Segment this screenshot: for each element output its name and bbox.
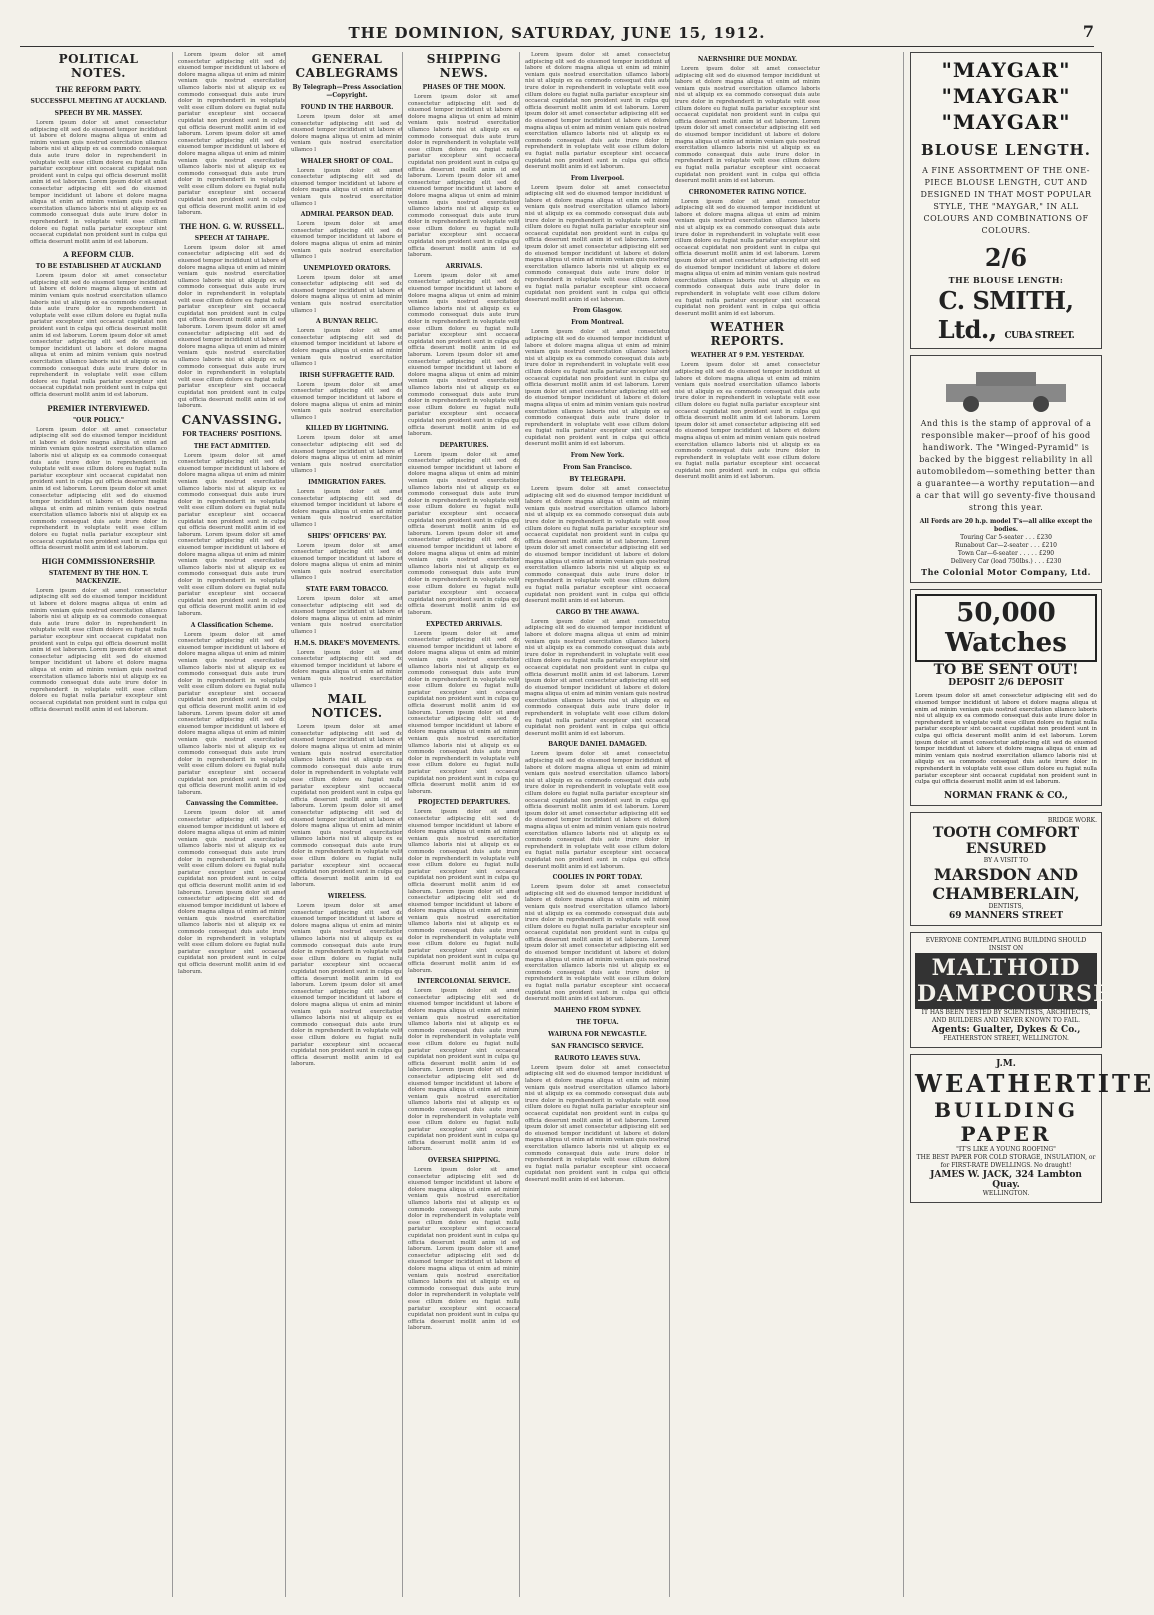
cablegram-headline: FOUND IN THE HARBOUR. xyxy=(300,104,394,111)
paragraph: Lorem ipsum dolor sit amet consectetur adipiscing elit sed do eiusmod tempor incididunt ut labore et dolore magna aliqua ut enim ad minim veniam quis nostrud exercitation ullamco l xyxy=(291,649,403,689)
ad-maygar-title: "MAYGAR" xyxy=(941,84,1071,108)
ad-malthoid-head: EVERYONE CONTEMPLATING BUILDING SHOULD INSIST ON xyxy=(925,937,1087,953)
section-title: MAIL NOTICES. xyxy=(311,692,383,721)
subheadline: From Glasgow. xyxy=(572,307,623,315)
article-text xyxy=(525,486,670,605)
paragraph: Lorem ipsum dolor sit amet consectetur adipiscing elit sed do eiusmod tempor incididunt ut labore et dolore magna aliqua ut enim ad minim veniam quis nostrud exercitation ullamco laboris nisi ut aliquip ex ea commodo consequat duis aute irure dolor in reprehenderit in voluptate velit esse cillum dolore eu fugiat nulla pariatur excepteur sint occaecat cupidatat non proident sunt in culpa qui officia deserunt mollit anim id est laborum. Lorem ipsum dolor sit amet consectetur adipiscing elit sed do eiusmod tempor incididunt ut labore et dolore magna aliqua ut enim ad minim veniam quis nostrud exercitation ullamco laboris nisi ut aliquip ex ea commodo consequat duis aute irure dolor in reprehenderit in voluptate velit esse cillum dolore eu fugiat nulla pariatur excepteur sint occaecat cupidatat non proident sunt in culpa qui officia deserunt mollit anim id est laborum. xyxy=(408,272,520,438)
ad-maygar-title: "MAYGAR" xyxy=(941,110,1071,134)
subheadline: SPEECH AT TAIHAPE. xyxy=(194,234,270,242)
section-title: POLITICAL NOTES. xyxy=(58,52,139,80)
paragraph: Lorem ipsum dolor sit amet consectetur adipiscing elit sed do eiusmod tempor incididunt ut labore et dolore magna aliqua ut enim ad minim veniam quis nostrud exercitation ullamco laboris nisi ut aliquip ex ea commodo consequat duis aute irure dolor in reprehenderit in voluptate velit esse cillum dolore eu fugiat nulla pariatur excepteur sint occaecat cupidatat non proident sunt in culpa qui officia deserunt mollit anim id est laborum. Lorem ipsum dolor sit amet consectetur adipiscing elit sed do eiusmod tempor incididunt ut labore et dolore magna aliqua ut enim ad minim veniam quis nostrud exercitation ullamco laboris nisi ut aliquip ex ea commodo consequat duis aute irure dolor in reprehenderit in voluptate velit esse cillum dolore eu fugiat nulla pariatur excepteur sint occaecat cupidatat non proident sunt in culpa qui officia deserunt mollit anim id est laborum. xyxy=(675,198,820,317)
article-text xyxy=(178,52,286,217)
ad-weathertite-brand: WEATHERTITE xyxy=(915,1069,1154,1099)
ad-maygar-title: "MAYGAR" xyxy=(941,58,1071,82)
subheadline: MAHENO FROM SYDNEY. xyxy=(553,1006,642,1014)
subheadline: STATEMENT BY THE HON. T. MACKENZIE. xyxy=(48,569,149,585)
ad-weathertite-building: BUILDING PAPER xyxy=(934,1098,1078,1147)
cablegram-headline: ADMIRAL PEARSON DEAD. xyxy=(300,211,394,219)
subheadline: THE FACT ADMITTED. xyxy=(193,442,271,450)
paragraph: Lorem ipsum dolor sit amet consectetur adipiscing elit sed do eiusmod tempor incididunt ut labore et dolore magna aliqua ut enim ad minim veniam quis nostrud exercitation ullamco laboris nisi ut aliquip ex ea commodo consequat duis aute irure dolor in reprehenderit in voluptate velit esse cillum dolore eu fugiat nulla pariatur excepteur sint occaecat cupidatat non proident sunt in culpa qui officia deserunt mollit anim id est laborum. Lorem ipsum dolor sit amet consectetur adipiscing elit sed do eiusmod tempor incididunt ut labore et dolore magna aliqua ut enim ad minim veniam quis nostrud exercitation ullamco laboris nisi ut aliquip ex ea commodo consequat duis aute irure dolor in reprehenderit in voluptate velit esse cillum dolore eu fugiat nulla pariatur excepteur sint occaecat cupidatat non proident sunt in culpa qui officia deserunt mollit anim id est laborum. xyxy=(30,273,167,398)
ad-malthoid-tested: IT HAS BEEN TESTED BY SCIENTISTS, ARCHITECTS, AND BUILDERS AND NEVER KNOWN TO FAIL. xyxy=(921,1009,1091,1025)
subheadline: From New York. xyxy=(570,452,625,460)
ford-price-line: Delivery Car (load 750lbs.) . . . £230 xyxy=(950,558,1062,565)
subheadline: ARRIVALS. xyxy=(445,262,483,270)
subheadline: WAIRUNA FOR NEWCASTLE. xyxy=(548,1030,647,1038)
column-political-notes xyxy=(30,52,167,1597)
paragraph: Lorem ipsum dolor sit amet consectetur adipiscing elit sed do eiusmod tempor incididunt ut labore et dolore magna aliqua ut enim ad minim veniam quis nostrud exercitation ullamco l xyxy=(291,542,403,582)
article-text xyxy=(291,724,403,889)
paragraph: Lorem ipsum dolor sit amet consectetur adipiscing elit sed do eiusmod tempor incididunt ut labore et dolore magna aliqua ut enim ad minim veniam quis nostrud exercitation ullamco laboris nisi ut aliquip ex ea commodo consequat duis aute irure dolor in reprehenderit in voluptate velit esse cillum dolore eu fugiat nulla pariatur excepteur sint occaecat cupidatat non proident sunt in culpa qui officia deserunt mollit anim id est laborum. Lorem ipsum dolor sit amet consectetur adipiscing elit sed do eiusmod tempor incididunt ut labore et dolore magna aliqua ut enim ad minim veniam quis nostrud exercitation ullamco laboris nisi ut aliquip ex ea commodo consequat duis aute irure dolor in reprehenderit in voluptate velit esse cillum dolore eu fugiat nulla pariatur excepteur sint occaecat cupidatat non proident sunt in culpa qui officia deserunt mollit anim id est laborum. xyxy=(915,693,1097,786)
subheadline: Canvassing the Committee. xyxy=(185,800,279,808)
article-text xyxy=(408,1167,520,1332)
ford-price-line: Touring Car 5-seater . . . £230 xyxy=(960,534,1052,541)
ad-malthoid-agents: Agents: Gualter, Dykes & Co., xyxy=(931,1025,1081,1036)
subheadline: BARQUE DANIEL DAMAGED. xyxy=(548,741,647,749)
subheadline: RAUROTO LEAVES SUVA. xyxy=(554,1054,641,1062)
ad-weathertite-best: THE BEST PAPER FOR COLD STORAGE, INSULATION, or for FIRST-RATE DWELLINGS. No draught! xyxy=(916,1154,1096,1170)
paragraph: Lorem ipsum dolor sit amet consectetur adipiscing elit sed do eiusmod tempor incididunt ut labore et dolore magna aliqua ut enim ad minim veniam quis nostrud exercitation ullamco laboris nisi ut aliquip ex ea commodo consequat duis aute irure dolor in reprehenderit in voluptate velit esse cillum dolore eu fugiat nulla pariatur excepteur sint occaecat cupidatat non proident sunt in culpa qui officia deserunt mollit anim id est laborum. Lorem ipsum dolor sit amet consectetur adipiscing elit sed do eiusmod tempor incididunt ut labore et dolore magna aliqua ut enim ad minim veniam quis nostrud exercitation ullamco laboris nisi ut aliquip ex ea commodo consequat duis aute irure dolor in reprehenderit in voluptate velit esse cillum dolore eu fugiat nulla pariatur excepteur sint occaecat cupidatat non proident sunt in culpa qui officia deserunt mollit anim id est laborum. xyxy=(291,724,403,889)
ad-ford xyxy=(910,355,1102,583)
ad-dentist-tooth: TOOTH COMFORT ENSURED xyxy=(932,825,1080,858)
paragraph: Lorem ipsum dolor sit amet consectetur adipiscing elit sed do eiusmod tempor incididunt ut labore et dolore magna aliqua ut enim ad minim veniam quis nostrud exercitation ullamco laboris nisi ut aliquip ex ea commodo consequat duis aute irure dolor in reprehenderit in voluptate velit esse cillum dolore eu fugiat nulla pariatur excepteur sint occaecat cupidatat non proident sunt in culpa qui officia deserunt mollit anim id est laborum. Lorem ipsum dolor sit amet consectetur adipiscing elit sed do eiusmod tempor incididunt ut labore et dolore magna aliqua ut enim ad minim veniam quis nostrud exercitation ullamco laboris nisi ut aliquip ex ea commodo consequat duis aute irure dolor in reprehenderit in voluptate velit esse cillum dolore eu fugiat nulla pariatur excepteur sint occaecat cupidatat non proident sunt in culpa qui officia deserunt mollit anim id est laborum. xyxy=(178,810,286,975)
cablegram-list xyxy=(291,104,403,689)
subheadline: From San Francisco. xyxy=(563,464,632,472)
ad-weathertite xyxy=(910,1054,1154,1203)
ad-weathertite-roofing: "IT'S LIKE A YOUNG ROOFING" xyxy=(956,1146,1056,1154)
ford-price-line: Runabout Car—2-seater . . . £210 xyxy=(955,542,1057,549)
subheadline: CHRONOMETER RATING NOTICE. xyxy=(688,188,807,196)
article-text xyxy=(408,273,520,438)
article-text xyxy=(525,185,670,304)
paragraph: Lorem ipsum dolor sit amet consectetur adipiscing elit sed do eiusmod tempor incididunt ut labore et dolore magna aliqua ut enim ad minim veniam quis nostrud exercitation ullamco l xyxy=(291,435,403,475)
ad-malthoid-address: FEATHERSTON STREET, WELLINGTON. xyxy=(943,1035,1069,1043)
paragraph: Lorem ipsum dolor sit amet consectetur adipiscing elit sed do eiusmod tempor incididunt ut labore et dolore magna aliqua ut enim ad minim veniam quis nostrud exercitation ullamco laboris nisi ut aliquip ex ea commodo consequat duis aute irure dolor in reprehenderit in voluptate velit esse cillum dolore eu fugiat nulla pariatur excepteur sint occaecat cupidatat non proident sunt in culpa qui officia deserunt mollit anim id est laborum. Lorem ipsum dolor sit amet consectetur adipiscing elit sed do eiusmod tempor incididunt ut labore et dolore magna aliqua ut enim ad minim veniam quis nostrud exercitation ullamco laboris nisi ut aliquip ex ea commodo consequat duis aute irure dolor in reprehenderit in voluptate velit esse cillum dolore eu fugiat nulla pariatur excepteur sint occaecat cupidatat non proident sunt in culpa qui officia deserunt mollit anim id est laborum. xyxy=(30,120,167,245)
article-text xyxy=(525,884,670,1003)
subheadline: PHASES OF THE MOON. xyxy=(422,84,506,91)
paragraph: Lorem ipsum dolor sit amet consectetur adipiscing elit sed do eiusmod tempor incididunt ut labore et dolore magna aliqua ut enim ad minim veniam quis nostrud exercitation ullamco laboris nisi ut aliquip ex ea commodo consequat duis aute irure dolor in reprehenderit in voluptate velit esse cillum dolore eu fugiat nulla pariatur excepteur sint occaecat cupidatat non proident sunt in culpa qui officia deserunt mollit anim id est laborum. Lorem ipsum dolor sit amet consectetur adipiscing elit sed do eiusmod tempor incididunt ut labore et dolore magna aliqua ut enim ad minim veniam quis nostrud exercitation ullamco laboris nisi ut aliquip ex ea commodo consequat duis aute irure dolor in reprehenderit in voluptate velit esse cillum dolore eu fugiat nulla pariatur excepteur sint occaecat cupidatat non proident sunt in culpa qui officia deserunt mollit anim id est laborum. xyxy=(675,362,820,481)
ad-dentist xyxy=(910,812,1102,926)
subheadline: SPEECH BY MR. MASSEY. xyxy=(54,110,143,117)
paragraph: Lorem ipsum dolor sit amet consectetur adipiscing elit sed do eiusmod tempor incididunt ut labore et dolore magna aliqua ut enim ad minim veniam quis nostrud exercitation ullamco l xyxy=(291,274,403,314)
ad-ford-price-list xyxy=(915,534,1097,566)
paragraph: Lorem ipsum dolor sit amet consectetur adipiscing elit sed do eiusmod tempor incididunt ut labore et dolore magna aliqua ut enim ad minim veniam quis nostrud exercitation ullamco laboris nisi ut aliquip ex ea commodo consequat duis aute irure dolor in reprehenderit in voluptate velit esse cillum dolore eu fugiat nulla pariatur excepteur sint occaecat cupidatat non proident sunt in culpa qui officia deserunt mollit anim id est laborum. Lorem ipsum dolor sit amet consectetur adipiscing elit sed do eiusmod tempor incididunt ut labore et dolore magna aliqua ut enim ad minim veniam quis nostrud exercitation ullamco laboris nisi ut aliquip ex ea commodo consequat duis aute irure dolor in reprehenderit in voluptate velit esse cillum dolore eu fugiat nulla pariatur excepteur sint occaecat cupidatat non proident sunt in culpa qui officia deserunt mollit anim id est laborum. xyxy=(525,884,670,1003)
cablegram-headline: WHALER SHORT OF COAL. xyxy=(300,157,394,165)
advertisement-column xyxy=(903,52,1154,1597)
subheadline: SAN FRANCISCO SERVICE. xyxy=(551,1042,644,1050)
article-text xyxy=(675,66,820,185)
cablegram-headline: STATE FARM TOBACCO. xyxy=(305,586,389,594)
subheadline: CARGO BY THE AWAWA. xyxy=(555,608,640,616)
paragraph: Lorem ipsum dolor sit amet consectetur adipiscing elit sed do eiusmod tempor incididunt ut labore et dolore magna aliqua ut enim ad minim veniam quis nostrud exercitation ullamco laboris nisi ut aliquip ex ea commodo consequat duis aute irure dolor in reprehenderit in voluptate velit esse cillum dolore eu fugiat nulla pariatur excepteur sint occaecat cupidatat non proident sunt in culpa qui officia deserunt mollit anim id est laborum. Lorem ipsum dolor sit amet consectetur adipiscing elit sed do eiusmod tempor incididunt ut labore et dolore magna aliqua ut enim ad minim veniam quis nostrud exercitation ullamco laboris nisi ut aliquip ex ea commodo consequat duis aute irure dolor in reprehenderit in voluptate velit esse cillum dolore eu fugiat nulla pariatur excepteur sint occaecat cupidatat non proident sunt in culpa qui officia deserunt mollit anim id est laborum. xyxy=(178,244,286,410)
ad-smith-name xyxy=(915,286,1097,344)
cablegram-headline: H.M.S. DRAKE'S MOVEMENTS. xyxy=(293,639,401,647)
article-text xyxy=(30,273,167,398)
ad-smith-street: CUBA STREET. xyxy=(1004,331,1075,341)
ad-dentist-address: 69 MANNERS STREET xyxy=(948,911,1064,922)
subheadline: TO BE ESTABLISHED AT AUCKLAND xyxy=(35,263,162,271)
article-text xyxy=(525,619,670,738)
byline: By Telegraph—Press Association—Copyright. xyxy=(292,84,402,99)
paragraph: Lorem ipsum dolor sit amet consectetur adipiscing elit sed do eiusmod tempor incididunt ut labore et dolore magna aliqua ut enim ad minim veniam quis nostrud exercitation ullamco laboris nisi ut aliquip ex ea commodo consequat duis aute irure dolor in reprehenderit in voluptate velit esse cillum dolore eu fugiat nulla pariatur excepteur sint occaecat cupidatat non proident sunt in culpa qui officia deserunt mollit anim id est laborum. Lorem ipsum dolor sit amet consectetur adipiscing elit sed do eiusmod tempor incididunt ut labore et dolore magna aliqua ut enim ad minim veniam quis nostrud exercitation ullamco laboris nisi ut aliquip ex ea commodo consequat duis aute irure dolor in reprehenderit in voluptate velit esse cillum dolore eu fugiat nulla pariatur excepteur sint occaecat cupidatat non proident sunt in culpa qui officia deserunt mollit anim id est laborum. xyxy=(525,1064,670,1183)
ad-malthoid-brand: MALTHOID DAMPCOURSE xyxy=(917,955,1111,1008)
subheadline: SUCCESSFUL MEETING AT AUCKLAND. xyxy=(30,98,167,105)
masthead-title: THE DOMINION, SATURDAY, JUNE 15, 1912. xyxy=(348,24,766,42)
ad-blouse-caption: THE BLOUSE LENGTH: xyxy=(948,275,1064,285)
subheadline: "OUR POLICY." xyxy=(73,416,124,424)
paragraph: Lorem ipsum dolor sit amet consectetur adipiscing elit sed do eiusmod tempor incididunt ut labore et dolore magna aliqua ut enim ad minim veniam quis nostrud exercitation ullamco laboris nisi ut aliquip ex ea commodo consequat duis aute irure dolor in reprehenderit in voluptate velit esse cillum dolore eu fugiat nulla pariatur excepteur sint occaecat cupidatat non proident sunt in culpa qui officia deserunt mollit anim id est laborum. Lorem ipsum dolor sit amet consectetur adipiscing elit sed do eiusmod tempor incididunt ut labore et dolore magna aliqua ut enim ad minim veniam quis nostrud exercitation ullamco laboris nisi ut aliquip ex ea commodo consequat duis aute irure dolor in reprehenderit in voluptate velit esse cillum dolore eu fugiat nulla pariatur excepteur sint occaecat cupidatat non proident sunt in culpa qui officia deserunt mollit anim id est laborum. xyxy=(408,630,520,795)
article-text xyxy=(408,988,520,1153)
headline: A REFORM CLUB. xyxy=(63,250,134,260)
paragraph: Lorem ipsum dolor sit amet consectetur adipiscing elit sed do eiusmod tempor incididunt ut labore et dolore magna aliqua ut enim ad minim veniam quis nostrud exercitation ullamco laboris nisi ut aliquip ex ea commodo consequat duis aute irure dolor in reprehenderit in voluptate velit esse cillum dolore eu fugiat nulla pariatur excepteur sint occaecat cupidatat non proident sunt in culpa qui officia deserunt mollit anim id est laborum. Lorem ipsum dolor sit amet consectetur adipiscing elit sed do eiusmod tempor incididunt ut labore et dolore magna aliqua ut enim ad minim veniam quis nostrud exercitation ullamco laboris nisi ut aliquip ex ea commodo consequat duis aute irure dolor in reprehenderit in voluptate velit esse cillum dolore eu fugiat nulla pariatur excepteur sint occaecat cupidatat non proident sunt in culpa qui officia deserunt mollit anim id est laborum. xyxy=(408,809,520,974)
paragraph: Lorem ipsum dolor sit amet consectetur adipiscing elit sed do eiusmod tempor incididunt ut labore et dolore magna aliqua ut enim ad minim veniam quis nostrud exercitation ullamco laboris nisi ut aliquip ex ea commodo consequat duis aute irure dolor in reprehenderit in voluptate velit esse cillum dolore eu fugiat nulla pariatur excepteur sint occaecat cupidatat non proident sunt in culpa qui officia deserunt mollit anim id est laborum. Lorem ipsum dolor sit amet consectetur adipiscing elit sed do eiusmod tempor incididunt ut labore et dolore magna aliqua ut enim ad minim veniam quis nostrud exercitation ullamco laboris nisi ut aliquip ex ea commodo consequat duis aute irure dolor in reprehenderit in voluptate velit esse cillum dolore eu fugiat nulla pariatur excepteur sint occaecat cupidatat non proident sunt in culpa qui officia deserunt mollit anim id est laborum. xyxy=(525,618,670,737)
ad-weathertite-city: WELLINGTON. xyxy=(982,1190,1030,1198)
article-text xyxy=(525,329,670,448)
column-weather xyxy=(669,52,820,1597)
paragraph: Lorem ipsum dolor sit amet consectetur adipiscing elit sed do eiusmod tempor incididunt ut labore et dolore magna aliqua ut enim ad minim veniam quis nostrud exercitation ullamco laboris nisi ut aliquip ex ea commodo consequat duis aute irure dolor in reprehenderit in voluptate velit esse cillum dolore eu fugiat nulla pariatur excepteur sint occaecat cupidatat non proident sunt in culpa qui officia deserunt mollit anim id est laborum. Lorem ipsum dolor sit amet consectetur adipiscing elit sed do eiusmod tempor incididunt ut labore et dolore magna aliqua ut enim ad minim veniam quis nostrud exercitation ullamco laboris nisi ut aliquip ex ea commodo consequat duis aute irure dolor in reprehenderit in voluptate velit esse cillum dolore eu fugiat nulla pariatur excepteur sint occaecat cupidatat non proident sunt in culpa qui officia deserunt mollit anim id est laborum. xyxy=(525,184,670,303)
paragraph: Lorem ipsum dolor sit amet consectetur adipiscing elit sed do eiusmod tempor incididunt ut labore et dolore magna aliqua ut enim ad minim veniam quis nostrud exercitation ullamco laboris nisi ut aliquip ex ea commodo consequat duis aute irure dolor in reprehenderit in voluptate velit esse cillum dolore eu fugiat nulla pariatur excepteur sint occaecat cupidatat non proident sunt in culpa qui officia deserunt mollit anim id est laborum. Lorem ipsum dolor sit amet consectetur adipiscing elit sed do eiusmod tempor incididunt ut labore et dolore magna aliqua ut enim ad minim veniam quis nostrud exercitation ullamco laboris nisi ut aliquip ex ea commodo consequat duis aute irure dolor in reprehenderit in voluptate velit esse cillum dolore eu fugiat nulla pariatur excepteur sint occaecat cupidatat non proident sunt in culpa qui officia deserunt mollit anim id est laborum. xyxy=(291,903,403,1068)
article-text xyxy=(675,362,820,481)
subheadline: FOR TEACHERS' POSITIONS. xyxy=(182,430,282,438)
ad-dentist-name: MARSDON AND CHAMBERLAIN, xyxy=(932,865,1080,904)
subheadline: INTERCOLONIAL SERVICE. xyxy=(417,978,511,986)
ad-dentist-sub: DENTISTS, xyxy=(988,903,1024,911)
article-text xyxy=(30,427,167,552)
ad-dentist-visit: BY A VISIT TO xyxy=(983,857,1029,865)
masthead xyxy=(20,22,1094,47)
car-icon xyxy=(936,364,1076,414)
column-russell xyxy=(172,52,286,1597)
article-text xyxy=(30,120,167,245)
paragraph: Lorem ipsum dolor sit amet consectetur adipiscing elit sed do eiusmod tempor incididunt ut labore et dolore magna aliqua ut enim ad minim veniam quis nostrud exercitation ullamco laboris nisi ut aliquip ex ea commodo consequat duis aute irure dolor in reprehenderit in voluptate velit esse cillum dolore eu fugiat nulla pariatur excepteur sint occaecat cupidatat non proident sunt in culpa qui officia deserunt mollit anim id est laborum. Lorem ipsum dolor sit amet consectetur adipiscing elit sed do eiusmod tempor incididunt ut labore et dolore magna aliqua ut enim ad minim veniam quis nostrud exercitation ullamco laboris nisi ut aliquip ex ea commodo consequat duis aute irure dolor in reprehenderit in voluptate velit esse cillum dolore eu fugiat nulla pariatur excepteur sint occaecat cupidatat non proident sunt in culpa qui officia deserunt mollit anim id est laborum. xyxy=(525,486,670,605)
article-text xyxy=(408,631,520,796)
paragraph: Lorem ipsum dolor sit amet consectetur adipiscing elit sed do eiusmod tempor incididunt ut labore et dolore magna aliqua ut enim ad minim veniam quis nostrud exercitation ullamco laboris nisi ut aliquip ex ea commodo consequat duis aute irure dolor in reprehenderit in voluptate velit esse cillum dolore eu fugiat nulla pariatur excepteur sint occaecat cupidatat non proident sunt in culpa qui officia deserunt mollit anim id est laborum. Lorem ipsum dolor sit amet consectetur adipiscing elit sed do eiusmod tempor incididunt ut labore et dolore magna aliqua ut enim ad minim veniam quis nostrud exercitation ullamco laboris nisi ut aliquip ex ea commodo consequat duis aute irure dolor in reprehenderit in voluptate velit esse cillum dolore eu fugiat nulla pariatur excepteur sint occaecat cupidatat non proident sunt in culpa qui officia deserunt mollit anim id est laborum. xyxy=(408,1167,520,1332)
ad-watches-deposit: DEPOSIT 2/6 DEPOSIT xyxy=(948,678,1064,688)
paragraph: Lorem ipsum dolor sit amet consectetur adipiscing elit sed do eiusmod tempor incididunt ut labore et dolore magna aliqua ut enim ad minim veniam quis nostrud exercitation ullamco laboris nisi ut aliquip ex ea commodo consequat duis aute irure dolor in reprehenderit in voluptate velit esse cillum dolore eu fugiat nulla pariatur excepteur sint occaecat cupidatat non proident sunt in culpa qui officia deserunt mollit anim id est laborum. Lorem ipsum dolor sit amet consectetur adipiscing elit sed do eiusmod tempor incididunt ut labore et dolore magna aliqua ut enim ad minim veniam quis nostrud exercitation ullamco laboris nisi ut aliquip ex ea commodo consequat duis aute irure dolor in reprehenderit in voluptate velit esse cillum dolore eu fugiat nulla pariatur excepteur sint occaecat cupidatat non proident sunt in culpa qui officia deserunt mollit anim id est laborum. xyxy=(408,988,520,1153)
paragraph: Lorem ipsum dolor sit amet consectetur adipiscing elit sed do eiusmod tempor incididunt ut labore et dolore magna aliqua ut enim ad minim veniam quis nostrud exercitation ullamco laboris nisi ut aliquip ex ea commodo consequat duis aute irure dolor in reprehenderit in voluptate velit esse cillum dolore eu fugiat nulla pariatur excepteur sint occaecat cupidatat non proident sunt in culpa qui officia deserunt mollit anim id est laborum. Lorem ipsum dolor sit amet consectetur adipiscing elit sed do eiusmod tempor incididunt ut labore et dolore magna aliqua ut enim ad minim veniam quis nostrud exercitation ullamco laboris nisi ut aliquip ex ea commodo consequat duis aute irure dolor in reprehenderit in voluptate velit esse cillum dolore eu fugiat nulla pariatur excepteur sint occaecat cupidatat non proident sunt in culpa qui officia deserunt mollit anim id est laborum. xyxy=(525,751,670,870)
headline: THE REFORM PARTY. xyxy=(55,85,142,94)
ad-maygar xyxy=(910,52,1102,349)
subheadline: WEATHER AT 9 P.M. YESTERDAY. xyxy=(690,352,805,360)
ad-blouse-price: 2/6 xyxy=(984,243,1028,272)
cablegram-headline: UNEMPLOYED ORATORS. xyxy=(303,264,391,272)
cablegram-headline: IRISH SUFFRAGETTE RAID. xyxy=(299,371,395,379)
subheadline: WIRELESS. xyxy=(327,893,367,901)
subheadline: THE TOFUA. xyxy=(576,1018,619,1026)
paragraph: Lorem ipsum dolor sit amet consectetur adipiscing elit sed do eiusmod tempor incididunt ut labore et dolore magna aliqua ut enim ad minim veniam quis nostrud exercitation ullamco laboris nisi ut aliquip ex ea commodo consequat duis aute irure dolor in reprehenderit in voluptate velit esse cillum dolore eu fugiat nulla pariatur excepteur sint occaecat cupidatat non proident sunt in culpa qui officia deserunt mollit anim id est laborum. Lorem ipsum dolor sit amet consectetur adipiscing elit sed do eiusmod tempor incididunt ut labore et dolore magna aliqua ut enim ad minim veniam quis nostrud exercitation ullamco laboris nisi ut aliquip ex ea commodo consequat duis aute irure dolor in reprehenderit in voluptate velit esse cillum dolore eu fugiat nulla pariatur excepteur sint occaecat cupidatat non proident sunt in culpa qui officia deserunt mollit anim id est laborum. xyxy=(525,52,670,171)
article-text xyxy=(408,452,520,617)
article-text xyxy=(525,52,670,171)
article-text xyxy=(675,199,820,318)
ad-blouse-text: A FINE ASSORTMENT OF THE ONE-PIECE BLOUSE LENGTH, CUT AND DESIGNED IN THAT MOST POPULAR STYLE, THE "MAYGAR," IN ALL COLOURS AND COMBINATIONS OF COLOURS. xyxy=(920,166,1092,235)
ad-weathertite-jack: JAMES W. JACK, 324 Lambton Quay. xyxy=(930,1170,1082,1191)
ad-ford-company: The Colonial Motor Company, Ltd. xyxy=(921,567,1091,577)
ad-weathertite-jm: J.M. xyxy=(996,1059,1016,1070)
paragraph: Lorem ipsum dolor sit amet consectetur adipiscing elit sed do eiusmod tempor incididunt ut labore et dolore magna aliqua ut enim ad minim veniam quis nostrud exercitation ullamco l xyxy=(291,167,403,207)
subheadline: From Liverpool. xyxy=(570,174,625,182)
paragraph: Lorem ipsum dolor sit amet consectetur adipiscing elit sed do eiusmod tempor incididunt ut labore et dolore magna aliqua ut enim ad minim veniam quis nostrud exercitation ullamco l xyxy=(291,596,403,636)
paragraph: Lorem ipsum dolor sit amet consectetur adipiscing elit sed do eiusmod tempor incididunt ut labore et dolore magna aliqua ut enim ad minim veniam quis nostrud exercitation ullamco laboris nisi ut aliquip ex ea commodo consequat duis aute irure dolor in reprehenderit in voluptate velit esse cillum dolore eu fugiat nulla pariatur excepteur sint occaecat cupidatat non proident sunt in culpa qui officia deserunt mollit anim id est laborum. Lorem ipsum dolor sit amet consectetur adipiscing elit sed do eiusmod tempor incididunt ut labore et dolore magna aliqua ut enim ad minim veniam quis nostrud exercitation ullamco laboris nisi ut aliquip ex ea commodo consequat duis aute irure dolor in reprehenderit in voluptate velit esse cillum dolore eu fugiat nulla pariatur excepteur sint occaecat cupidatat non proident sunt in culpa qui officia deserunt mollit anim id est laborum. xyxy=(178,452,286,617)
subheadline: EXPECTED ARRIVALS. xyxy=(425,620,503,628)
ad-malthoid xyxy=(910,932,1111,1048)
paragraph: Lorem ipsum dolor sit amet consectetur adipiscing elit sed do eiusmod tempor incididunt ut labore et dolore magna aliqua ut enim ad minim veniam quis nostrud exercitation ullamco laboris nisi ut aliquip ex ea commodo consequat duis aute irure dolor in reprehenderit in voluptate velit esse cillum dolore eu fugiat nulla pariatur excepteur sint occaecat cupidatat non proident sunt in culpa qui officia deserunt mollit anim id est laborum. Lorem ipsum dolor sit amet consectetur adipiscing elit sed do eiusmod tempor incididunt ut labore et dolore magna aliqua ut enim ad minim veniam quis nostrud exercitation ullamco laboris nisi ut aliquip ex ea commodo consequat duis aute irure dolor in reprehenderit in voluptate velit esse cillum dolore eu fugiat nulla pariatur excepteur sint occaecat cupidatat non proident sunt in culpa qui officia deserunt mollit anim id est laborum. xyxy=(408,94,520,259)
article-text xyxy=(291,903,403,1068)
article-text xyxy=(525,1065,670,1184)
section-title: GENERAL CABLEGRAMS xyxy=(295,52,399,80)
headline: HIGH COMMISSIONERSHIP. xyxy=(41,556,156,566)
ad-watches-sent: TO BE SENT OUT! xyxy=(933,662,1079,678)
paragraph: Lorem ipsum dolor sit amet consectetur adipiscing elit sed do eiusmod tempor incididunt ut labore et dolore magna aliqua ut enim ad minim veniam quis nostrud exercitation ullamco l xyxy=(291,488,403,528)
ad-dentist-bridge: BRIDGE WORK. xyxy=(1047,817,1097,825)
paragraph: Lorem ipsum dolor sit amet consectetur adipiscing elit sed do eiusmod tempor incididunt ut labore et dolore magna aliqua ut enim ad minim veniam quis nostrud exercitation ullamco l xyxy=(291,381,403,421)
headline: THE HON. G. W. RUSSELL. xyxy=(179,221,285,231)
headline: PREMIER INTERVIEWED. xyxy=(47,403,150,413)
paragraph: Lorem ipsum dolor sit amet consectetur adipiscing elit sed do eiusmod tempor incididunt ut labore et dolore magna aliqua ut enim ad minim veniam quis nostrud exercitation ullamco laboris nisi ut aliquip ex ea commodo consequat duis aute irure dolor in reprehenderit in voluptate velit esse cillum dolore eu fugiat nulla pariatur excepteur sint occaecat cupidatat non proident sunt in culpa qui officia deserunt mollit anim id est laborum. Lorem ipsum dolor sit amet consectetur adipiscing elit sed do eiusmod tempor incididunt ut labore et dolore magna aliqua ut enim ad minim veniam quis nostrud exercitation ullamco laboris nisi ut aliquip ex ea commodo consequat duis aute irure dolor in reprehenderit in voluptate velit esse cillum dolore eu fugiat nulla pariatur excepteur sint occaecat cupidatat non proident sunt in culpa qui officia deserunt mollit anim id est laborum. xyxy=(30,426,167,552)
paragraph: Lorem ipsum dolor sit amet consectetur adipiscing elit sed do eiusmod tempor incididunt ut labore et dolore magna aliqua ut enim ad minim veniam quis nostrud exercitation ullamco laboris nisi ut aliquip ex ea commodo consequat duis aute irure dolor in reprehenderit in voluptate velit esse cillum dolore eu fugiat nulla pariatur excepteur sint occaecat cupidatat non proident sunt in culpa qui officia deserunt mollit anim id est laborum. Lorem ipsum dolor sit amet consectetur adipiscing elit sed do eiusmod tempor incididunt ut labore et dolore magna aliqua ut enim ad minim veniam quis nostrud exercitation ullamco laboris nisi ut aliquip ex ea commodo consequat duis aute irure dolor in reprehenderit in voluptate velit esse cillum dolore eu fugiat nulla pariatur excepteur sint occaecat cupidatat non proident sunt in culpa qui officia deserunt mollit anim id est laborum. xyxy=(30,587,167,713)
paragraph: Lorem ipsum dolor sit amet consectetur adipiscing elit sed do eiusmod tempor incididunt ut labore et dolore magna aliqua ut enim ad minim veniam quis nostrud exercitation ullamco l xyxy=(291,114,403,153)
section-title: CANVASSING. xyxy=(181,412,283,427)
subheadline: From Montreal. xyxy=(571,319,624,327)
ad-watches-company: NORMAN FRANK & CO., xyxy=(944,791,1068,802)
paragraph: Lorem ipsum dolor sit amet consectetur adipiscing elit sed do eiusmod tempor incididunt ut labore et dolore magna aliqua ut enim ad minim veniam quis nostrud exercitation ullamco laboris nisi ut aliquip ex ea commodo consequat duis aute irure dolor in reprehenderit in voluptate velit esse cillum dolore eu fugiat nulla pariatur excepteur sint occaecat cupidatat non proident sunt in culpa qui officia deserunt mollit anim id est laborum. Lorem ipsum dolor sit amet consectetur adipiscing elit sed do eiusmod tempor incididunt ut labore et dolore magna aliqua ut enim ad minim veniam quis nostrud exercitation ullamco laboris nisi ut aliquip ex ea commodo consequat duis aute irure dolor in reprehenderit in voluptate velit esse cillum dolore eu fugiat nulla pariatur excepteur sint occaecat cupidatat non proident sunt in culpa qui officia deserunt mollit anim id est laborum. xyxy=(675,66,820,185)
paragraph: Lorem ipsum dolor sit amet consectetur adipiscing elit sed do eiusmod tempor incididunt ut labore et dolore magna aliqua ut enim ad minim veniam quis nostrud exercitation ullamco l xyxy=(291,328,403,368)
paragraph: Lorem ipsum dolor sit amet consectetur adipiscing elit sed do eiusmod tempor incididunt ut labore et dolore magna aliqua ut enim ad minim veniam quis nostrud exercitation ullamco laboris nisi ut aliquip ex ea commodo consequat duis aute irure dolor in reprehenderit in voluptate velit esse cillum dolore eu fugiat nulla pariatur excepteur sint occaecat cupidatat non proident sunt in culpa qui officia deserunt mollit anim id est laborum. Lorem ipsum dolor sit amet consectetur adipiscing elit sed do eiusmod tempor incididunt ut labore et dolore magna aliqua ut enim ad minim veniam quis nostrud exercitation ullamco laboris nisi ut aliquip ex ea commodo consequat duis aute irure dolor in reprehenderit in voluptate velit esse cillum dolore eu fugiat nulla pariatur excepteur sint occaecat cupidatat non proident sunt in culpa qui officia deserunt mollit anim id est laborum. xyxy=(525,329,670,448)
article-text xyxy=(408,94,520,259)
ad-smith-company: C. SMITH, Ltd., xyxy=(937,286,1074,344)
paragraph: Lorem ipsum dolor sit amet consectetur adipiscing elit sed do eiusmod tempor incididunt ut labore et dolore magna aliqua ut enim ad minim veniam quis nostrud exercitation ullamco laboris nisi ut aliquip ex ea commodo consequat duis aute irure dolor in reprehenderit in voluptate velit esse cillum dolore eu fugiat nulla pariatur excepteur sint occaecat cupidatat non proident sunt in culpa qui officia deserunt mollit anim id est laborum. Lorem ipsum dolor sit amet consectetur adipiscing elit sed do eiusmod tempor incididunt ut labore et dolore magna aliqua ut enim ad minim veniam quis nostrud exercitation ullamco laboris nisi ut aliquip ex ea commodo consequat duis aute irure dolor in reprehenderit in voluptate velit esse cillum dolore eu fugiat nulla pariatur excepteur sint occaecat cupidatat non proident sunt in culpa qui officia deserunt mollit anim id est laborum. xyxy=(178,52,286,217)
ad-watches-title: 50,000 Watches xyxy=(915,594,1097,662)
article-text xyxy=(408,809,520,974)
paragraph: Lorem ipsum dolor sit amet consectetur adipiscing elit sed do eiusmod tempor incididunt ut labore et dolore magna aliqua ut enim ad minim veniam quis nostrud exercitation ullamco l xyxy=(291,221,403,261)
column-shipping-2 xyxy=(519,52,670,1597)
cablegram-headline: IMMIGRATION FARES. xyxy=(308,478,386,486)
article-text xyxy=(178,632,286,797)
ad-blouse-heading: BLOUSE LENGTH. xyxy=(921,141,1091,159)
subheadline: OVERSEA SHIPPING. xyxy=(427,1157,501,1165)
ford-price-line: Town Car—6-seater . . . . . £290 xyxy=(957,550,1055,557)
page-number: 7 xyxy=(1082,22,1094,41)
ad-ford-prices-heading: All Fords are 20 h.p. model T's—all alike except the bodies. xyxy=(919,518,1093,533)
section-title: SHIPPING NEWS. xyxy=(426,52,502,80)
cablegram-headline: SHIPS' OFFICERS' PAY. xyxy=(307,532,387,540)
subheadline: BY TELEGRAPH. xyxy=(569,476,626,484)
subheadline: PROJECTED DEPARTURES. xyxy=(417,799,511,807)
car-illustration xyxy=(936,364,1076,414)
article-text xyxy=(178,810,286,975)
subheadline: DEPARTURES. xyxy=(439,441,489,449)
subheadline: A Classification Scheme. xyxy=(190,621,274,629)
subheadline: COOLIES IN PORT TODAY. xyxy=(552,874,643,882)
column-cablegrams xyxy=(285,52,403,1597)
column-shipping xyxy=(402,52,520,1597)
cablegram-headline: A BUNYAN RELIC. xyxy=(315,318,378,326)
paragraph: Lorem ipsum dolor sit amet consectetur adipiscing elit sed do eiusmod tempor incididunt ut labore et dolore magna aliqua ut enim ad minim veniam quis nostrud exercitation ullamco laboris nisi ut aliquip ex ea commodo consequat duis aute irure dolor in reprehenderit in voluptate velit esse cillum dolore eu fugiat nulla pariatur excepteur sint occaecat cupidatat non proident sunt in culpa qui officia deserunt mollit anim id est laborum. Lorem ipsum dolor sit amet consectetur adipiscing elit sed do eiusmod tempor incididunt ut labore et dolore magna aliqua ut enim ad minim veniam quis nostrud exercitation ullamco laboris nisi ut aliquip ex ea commodo consequat duis aute irure dolor in reprehenderit in voluptate velit esse cillum dolore eu fugiat nulla pariatur excepteur sint occaecat cupidatat non proident sunt in culpa qui officia deserunt mollit anim id est laborum. xyxy=(178,631,286,796)
article-text xyxy=(30,588,167,713)
article-text xyxy=(178,453,286,618)
article-text xyxy=(525,751,670,870)
ad-watches xyxy=(910,589,1102,806)
paragraph: Lorem ipsum dolor sit amet consectetur adipiscing elit sed do eiusmod tempor incididunt ut labore et dolore magna aliqua ut enim ad minim veniam quis nostrud exercitation ullamco laboris nisi ut aliquip ex ea commodo consequat duis aute irure dolor in reprehenderit in voluptate velit esse cillum dolore eu fugiat nulla pariatur excepteur sint occaecat cupidatat non proident sunt in culpa qui officia deserunt mollit anim id est laborum. Lorem ipsum dolor sit amet consectetur adipiscing elit sed do eiusmod tempor incididunt ut labore et dolore magna aliqua ut enim ad minim veniam quis nostrud exercitation ullamco laboris nisi ut aliquip ex ea commodo consequat duis aute irure dolor in reprehenderit in voluptate velit esse cillum dolore eu fugiat nulla pariatur excepteur sint occaecat cupidatat non proident sunt in culpa qui officia deserunt mollit anim id est laborum. xyxy=(408,451,520,616)
subheadline: NAERNSHIRE DUE MONDAY. xyxy=(697,56,798,63)
article-text xyxy=(178,245,286,410)
section-title: WEATHER REPORTS. xyxy=(710,320,785,349)
ad-ford-text: And this is the stamp of approval of a responsible maker—proof of his good handiwork. The "Winged-Pyramid" is backed by the biggest reliability in all automobiledom—something better than a guarantee—a worthy reputation—and a car that will go seventy-five thousand strong this year. xyxy=(916,419,1096,512)
cablegram-headline: KILLED BY LIGHTNING. xyxy=(305,425,389,433)
ad-watches-text xyxy=(915,693,1097,785)
